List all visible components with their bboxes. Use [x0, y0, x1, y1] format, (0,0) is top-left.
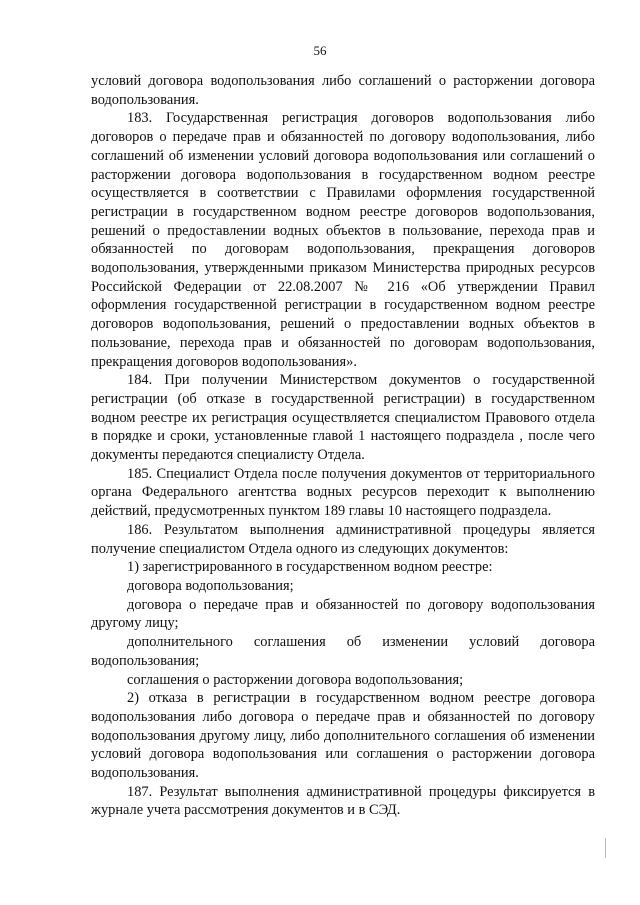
paragraph-184: 184. При получении Министерством документов о государственной регистрации (об отказе в государственной регистрации) в государственном водном реестре их регистрация осуществляется специалистом Правового отдела в порядке и сроки, установленные главой 1 настоящего подраздела , после чего документы передаются специалисту Отдела. [91, 372, 595, 464]
list-item-2: 2) отказа в регистрации в государственном водном реестре договора водопользования либо договора о передаче прав и обязанностей по договору водопользования другому лицу, либо дополнительного соглашения об изменении условий договора водопользования или соглашения о расторжении договора водопользования. [91, 690, 595, 782]
paragraph-187: 187. Результат выполнения административной процедуры фиксируется в журнале учета рассмотрения документов и в СЭД. [91, 783, 595, 819]
paragraph-continuation: условий договора водопользования либо соглашений о расторжении договора водопользования. [91, 73, 595, 108]
list-subitem-rights-transfer: договора о передаче прав и обязанностей по договору водопользования другому лицу; [91, 596, 595, 632]
page-number: 56 [313, 43, 327, 58]
list-item-1: 1) зарегистрированного в государственном водном реестре: [127, 559, 493, 576]
list-subitem-water-use-contract: договора водопользования; [127, 577, 294, 594]
paragraph-186: 186. Результатом выполнения административной процедуры является получение специалистом Отдела одного из следующих документов: [91, 521, 595, 557]
scan-artifact [605, 838, 606, 858]
list-subitem-additional-agreement: дополнительного соглашения об изменении условий договора водопользования; [91, 634, 595, 669]
paragraph-183: 183. Государственная регистрация договоров водопользования либо договоров о передаче прав и обязанностей по договору водопользования, либо соглашений об изменении условий договора водопользования или соглашений о расторжении договора водопользования в государственном водном реестре осуществляется в соответствии с Правилами оформления государственной регистрации в государственном водном реестре договоров водопользования, решений о предоставлении водных объектов в пользование, перехода прав и обязанностей по договорам водопользования, прекращения договоров водопользования, утвержденными приказом Министерства природных ресурсов Российской Федерации от 22.08.2007 № 216 «Об утверждении Правил оформления государственной регистрации в государственном водном реестре договоров водопользования, решений о предоставлении водных объектов в пользование, перехода прав и обязанностей по договорам водопользования, прекращения договоров водопользования». [91, 110, 595, 370]
paragraph-185: 185. Специалист Отдела после получения документов от территориального органа Федерального агентства водных ресурсов переходит к выполнению действий, предусмотренных пунктом 189 главы 10 настоящего подраздела. [91, 465, 595, 520]
document-body [91, 72, 595, 820]
list-subitem-termination-agreement: соглашения о расторжении договора водопользования; [127, 671, 464, 688]
